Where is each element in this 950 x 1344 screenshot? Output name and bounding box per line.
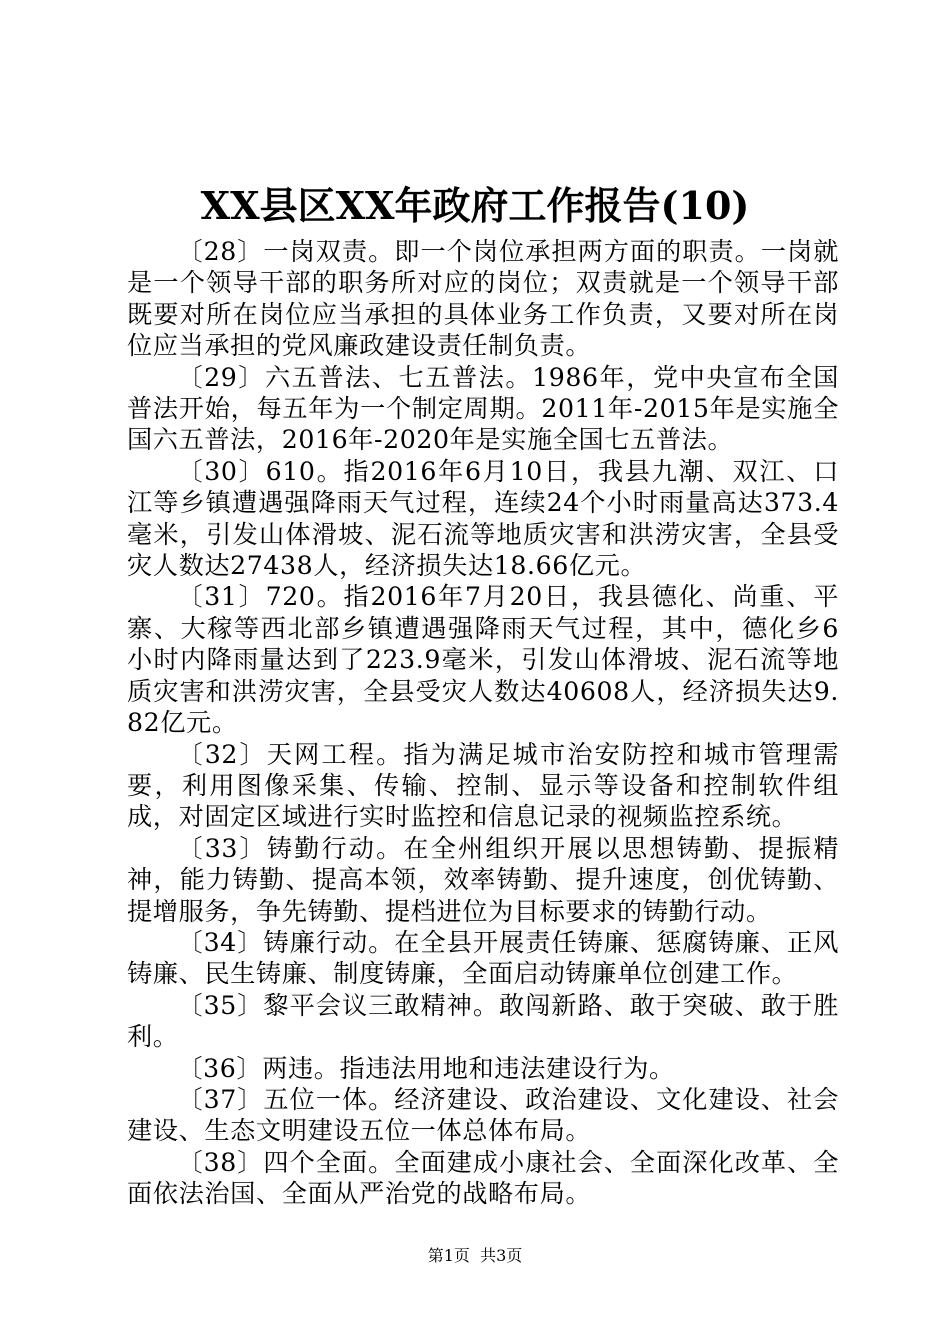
document-title: XX县区XX年政府工作报告(10)	[200, 183, 750, 228]
document-body	[127, 236, 839, 1210]
note-paragraph-28: 〔28〕一岗双责。即一个岗位承担两方面的职责。一岗就是一个领导干部的职务所对应的岗位；双责就是一个领导干部既要对所在岗位应当承担的具体业务工作负责，又要对所在岗位应当承担的党风廉政建设责任制负责。	[127, 237, 839, 361]
note-paragraph-34: 〔34〕铸廉行动。在全县开展责任铸廉、惩腐铸廉、正风铸廉、民生铸廉、制度铸廉，全面启动铸廉单位创建工作。	[127, 927, 839, 989]
note-paragraph-36: 〔36〕两违。指违法用地和违法建设行为。	[177, 1053, 675, 1083]
note-paragraph-38: 〔38〕四个全面。全面建成小康社会、全面深化改革、全面依法治国、全面从严治党的战略布局。	[127, 1147, 839, 1209]
note-paragraph-31: 〔31〕720。指2016年7月20日，我县德化、尚重、平寨、大稼等西北部乡镇遭遇强降雨天气过程，其中，德化乡6小时内降雨量达到了223.9毫米，引发山体滑坡、泥石流等地质灾害和洪涝灾害，全县受灾人数达40608人，经济损失达9.82亿元。	[127, 582, 839, 738]
note-paragraph-32: 〔32〕天网工程。指为满足城市治安防控和城市管理需要，利用图像采集、传输、控制、显示等设备和控制软件组成，对固定区域进行实时监控和信息记录的视频监控系统。	[127, 739, 839, 832]
note-paragraph-33: 〔33〕铸勤行动。在全州组织开展以思想铸勤、提振精神，能力铸勤、提高本领，效率铸勤、提升速度，创优铸勤、提增服务，争先铸勤、提档进位为目标要求的铸勤行动。	[127, 833, 839, 926]
note-paragraph-29: 〔29〕六五普法、七五普法。1986年，党中央宣布全国普法开始，每五年为一个制定周期。2011年-2015年是实施全国六五普法，2016年-2020年是实施全国七五普法。	[127, 362, 839, 455]
note-paragraph-37: 〔37〕五位一体。经济建设、政治建设、文化建设、社会建设、生态文明建设五位一体总体布局。	[127, 1084, 839, 1146]
page-number-footer: 第1页 共3页	[427, 1246, 523, 1265]
note-paragraph-30: 〔30〕610。指2016年6月10日，我县九潮、双江、口江等乡镇遭遇强降雨天气过程，连续24个小时雨量高达373.4毫米，引发山体滑坡、泥石流等地质灾害和洪涝灾害，全县受灾人数达27438人，经济损失达18.66亿元。	[127, 456, 839, 581]
note-paragraph-35: 〔35〕黎平会议三敢精神。敢闯新路、敢于突破、敢于胜利。	[127, 990, 839, 1052]
